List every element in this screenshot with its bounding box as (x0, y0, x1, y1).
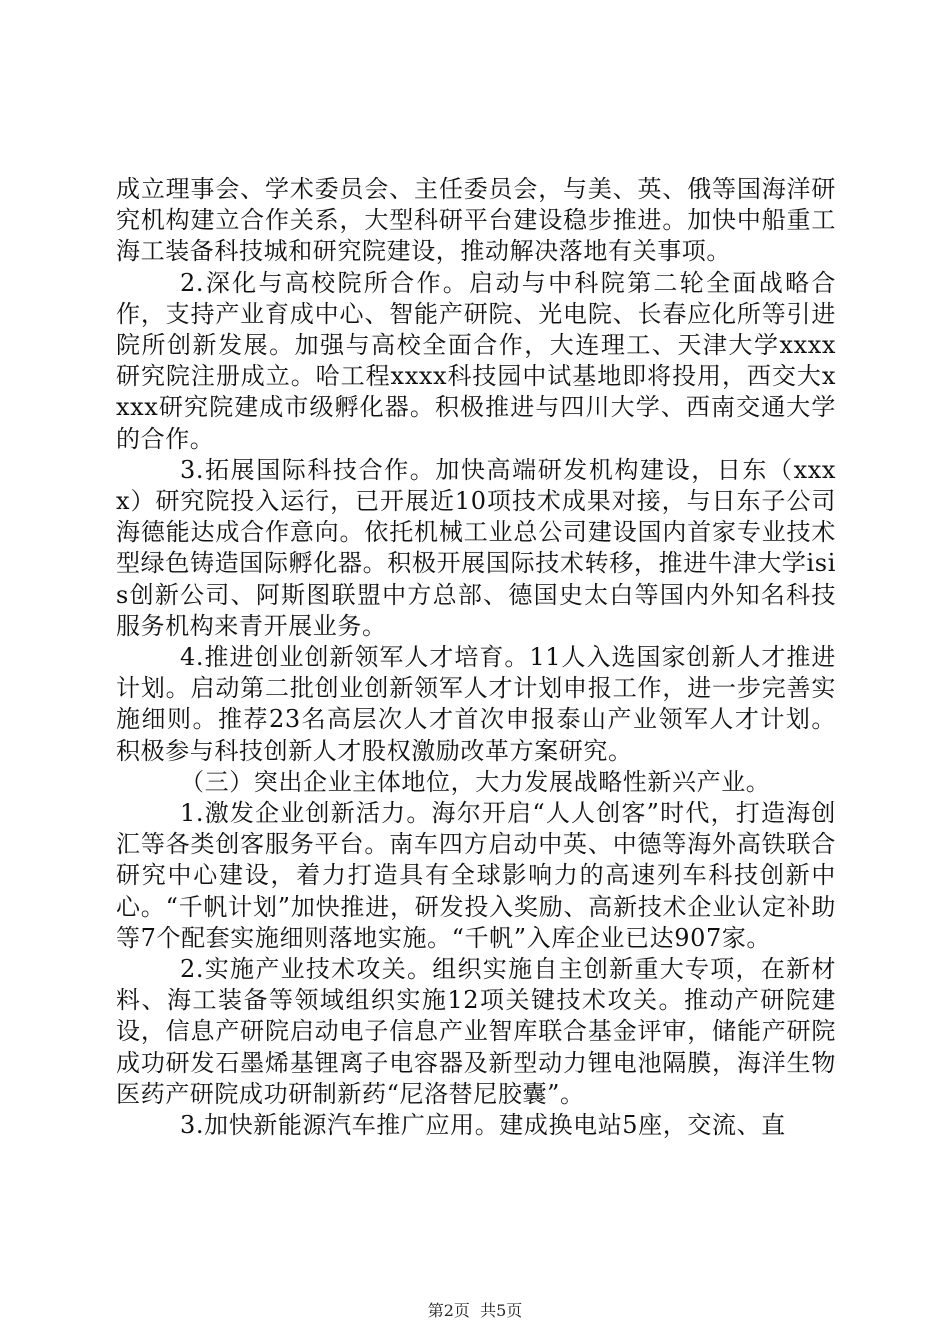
section-heading: （三）突出企业主体地位，大力发展战略性新兴产业。 (180, 767, 771, 796)
paragraph-international-cooperation: 3.拓展国际科技合作。加快高端研发机构建设，日东（xxxx）研究院投入运行，已开展近10项技术成果对接，与日东子公司海德能达成合作意向。依托机械工业总公司建设国内首家专业技术型绿色铸造国际孵化器。积极开展国际技术转移，推进牛津大学isis创新公司、阿斯图联盟中方总部、德国史太白等国内外知名科技服务机构来青开展业务。 (116, 455, 836, 640)
paragraph-new-energy-vehicles: 3.加快新能源汽车推广应用。建成换电站5座，交流、直 (180, 1111, 786, 1140)
paragraph-industry-technology: 2.实施产业技术攻关。组织实施自主创新重大专项，在新材料、海工装备等领域组织实施12项关键技术攻关。推动产研院建设，信息产研院启动电子信息产业智库联合基金评审，储能产研院成功研发石墨烯基锂离子电容器及新型动力锂电池隔膜，海洋生物医药产研院成功研制新药“尼洛替尼胶囊”。 (116, 955, 836, 1108)
paragraph-university-cooperation: 2.深化与高校院所合作。启动与中科院第二轮全面战略合作，支持产业育成中心、智能产研院、光电院、长春应化所等引进院所创新发展。加强与高校全面合作，大连理工、天津大学xxxx研究院注册成立。哈工程xxxx科技园中试基地即将投用，西交大xxxx研究院建成市级孵化器。积极推进与四川大学、西南交通大学的合作。 (116, 268, 836, 453)
page-number-footer: 第2页 共5页 (427, 1301, 523, 1320)
paragraph-talent-cultivation: 4.推进创业创新领军人才培育。11人入选国家创新人才推进计划。启动第二批创业创新领军人才计划申报工作，进一步完善实施细则。推荐23名高层次人才首次申报泰山产业领军人才计划。积极参与科技创新人才股权激励改革方案研究。 (116, 643, 836, 765)
document-body (116, 174, 836, 1141)
paragraph-continuation: 成立理事会、学术委员会、主任委员会，与美、英、俄等国海洋研究机构建立合作关系，大型科研平台建设稳步推进。加快中船重工海工装备科技城和研究院建设，推动解决落地有关事项。 (116, 175, 836, 266)
paragraph-enterprise-innovation: 1.激发企业创新活力。海尔开启“人人创客”时代，打造海创汇等各类创客服务平台。南车四方启动中英、中德等海外高铁联合研究中心建设，着力打造具有全球影响力的高速列车科技创新中心。“千帆计划”加快推进，研发投入奖励、高新技术企业认定补助等7个配套实施细则落地实施。“千帆”入库企业已达907家。 (116, 799, 836, 952)
